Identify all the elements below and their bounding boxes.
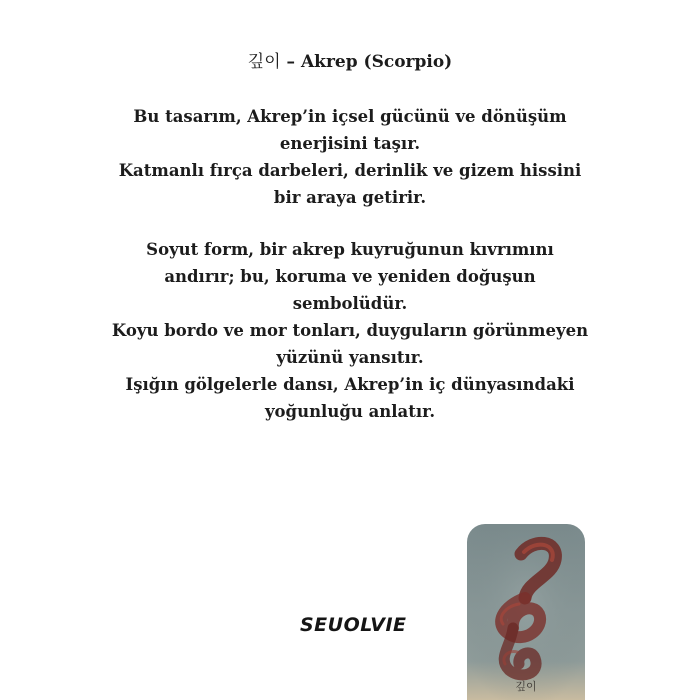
paragraph-line: Bu tasarım, Akrep’in içsel gücünü ve dönüşüm bbox=[133, 107, 567, 126]
paragraph-line: yoğunluğu anlatır. bbox=[264, 402, 436, 421]
scorpion-tail-icon bbox=[467, 524, 585, 700]
paragraph-line: yüzünü yansıtır. bbox=[276, 348, 424, 367]
artwork-label: 깊이 bbox=[515, 680, 537, 693]
description-paragraph-1 bbox=[0, 103, 700, 211]
paragraph-line: sembolüdür. bbox=[292, 294, 408, 313]
title-rest: – Akrep (Scorpio) bbox=[280, 52, 453, 72]
title-korean: 깊이 bbox=[247, 52, 281, 72]
description-paragraph-2 bbox=[0, 236, 700, 425]
paragraph-line: Işığın gölgelerle dansı, Akrep’in iç dünyasındaki bbox=[125, 375, 575, 394]
paragraph-line: Koyu bordo ve mor tonları, duyguların görünmeyen bbox=[111, 321, 589, 340]
paragraph-line: bir araya getirir. bbox=[273, 188, 427, 207]
paragraph-line: enerjisini taşır. bbox=[279, 134, 421, 153]
artwork-card bbox=[467, 524, 585, 700]
paragraph-line: Katmanlı fırça darbeleri, derinlik ve gizem hissini bbox=[118, 161, 582, 180]
paragraph-line: andırır; bu, koruma ve yeniden doğuşun bbox=[164, 267, 536, 286]
paragraph-line: Soyut form, bir akrep kuyruğunun kıvrımını bbox=[146, 240, 554, 259]
brand-logo: SEUOLVIE bbox=[300, 614, 407, 636]
page-title bbox=[0, 50, 700, 74]
